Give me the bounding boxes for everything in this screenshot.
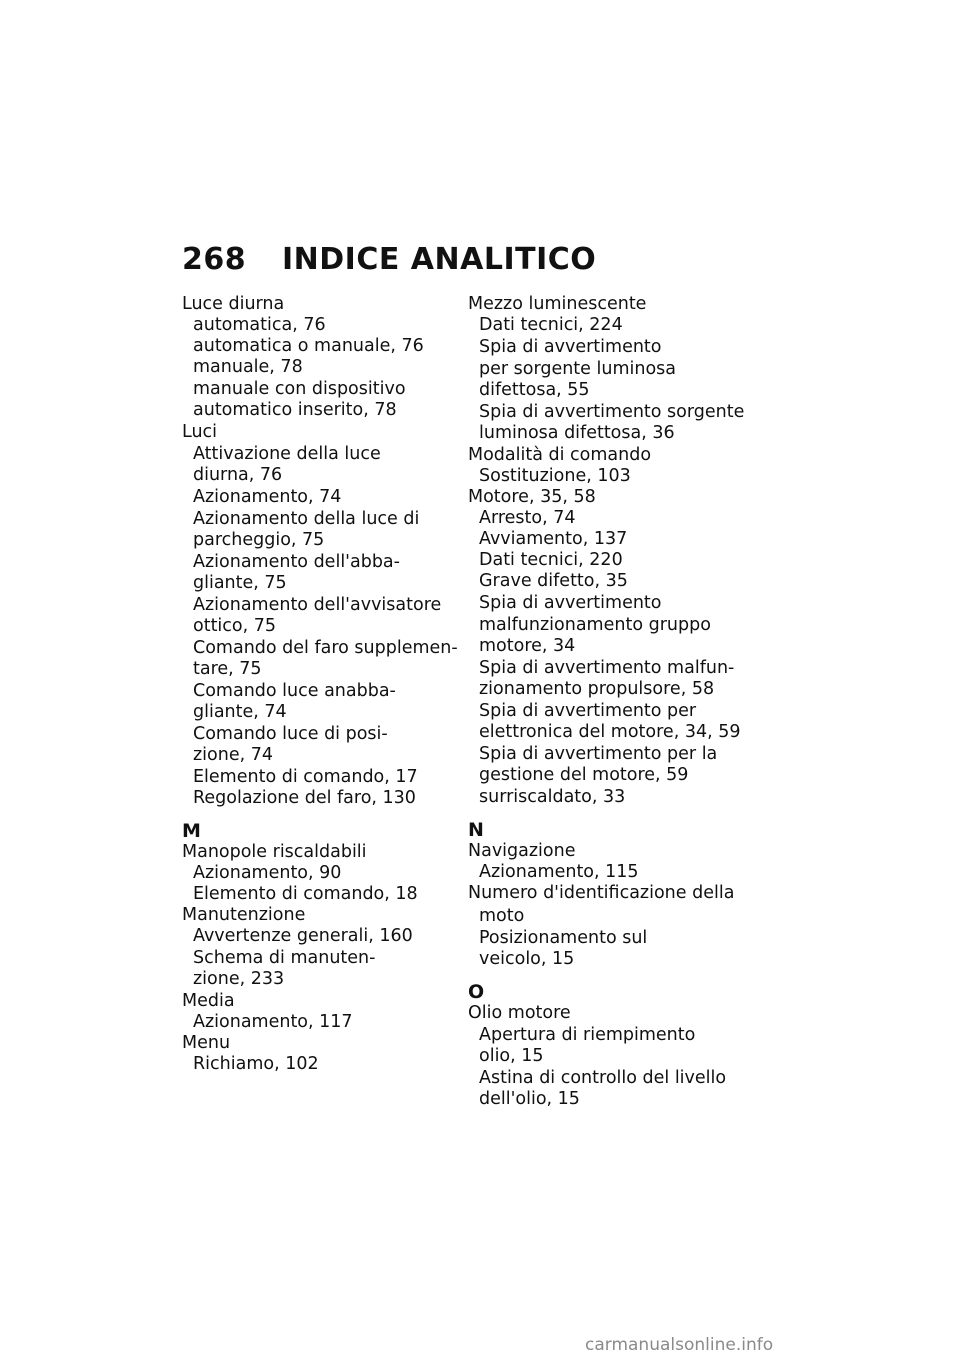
index-entry-wrap: moto — [479, 906, 525, 926]
index-subentry: ottico, 75 — [193, 616, 277, 636]
index-subentry: difettosa, 55 — [479, 380, 590, 400]
index-subentry: Azionamento, 115 — [479, 862, 639, 882]
page-header — [182, 240, 882, 280]
index-subentry: elettronica del motore, 34, 59 — [479, 722, 741, 742]
index-subentry: Spia di avvertimento — [479, 337, 662, 357]
index-entry: Manopole riscaldabili — [182, 842, 367, 862]
letter-heading: M — [182, 820, 201, 842]
index-subentry: Azionamento della luce di — [193, 509, 420, 529]
index-entry: Navigazione — [468, 841, 576, 861]
index-subentry: gestione del motore, 59 — [479, 765, 689, 785]
index-subentry: automatico inserito, 78 — [193, 400, 397, 420]
index-subentry: diurna, 76 — [193, 465, 283, 485]
index-subentry: luminosa difettosa, 36 — [479, 423, 675, 443]
index-subentry: gliante, 74 — [193, 702, 287, 722]
index-subentry: Grave difetto, 35 — [479, 571, 628, 591]
index-subentry: Azionamento dell'avvisatore — [193, 595, 442, 615]
index-subentry: Richiamo, 102 — [193, 1054, 319, 1074]
index-subentry: Elemento di comando, 18 — [193, 884, 418, 904]
index-subentry: tare, 75 — [193, 659, 262, 679]
index-subentry: Attivazione della luce — [193, 444, 381, 464]
index-subentry: automatica o manuale, 76 — [193, 336, 424, 356]
index-subentry: motore, 34 — [479, 636, 576, 656]
index-subentry: Comando del faro supplemen- — [193, 638, 458, 658]
index-subentry: zione, 74 — [193, 745, 274, 765]
index-subentry: Spia di avvertimento per la — [479, 744, 718, 764]
index-entry: Luci — [182, 422, 218, 442]
index-subentry: zione, 233 — [193, 969, 285, 989]
index-subentry: veicolo, 15 — [479, 949, 575, 969]
index-subentry: Elemento di comando, 17 — [193, 767, 418, 787]
page-number: 268 — [182, 242, 247, 277]
index-subentry: Azionamento, 90 — [193, 863, 342, 883]
index-subentry: Avviamento, 137 — [479, 529, 628, 549]
index-subentry: Dati tecnici, 224 — [479, 315, 623, 335]
index-subentry: Dati tecnici, 220 — [479, 550, 623, 570]
index-subentry: olio, 15 — [479, 1046, 544, 1066]
index-subentry: per sorgente luminosa — [479, 359, 677, 379]
index-subentry: dell'olio, 15 — [479, 1089, 580, 1109]
index-subentry: Posizionamento sul — [479, 928, 648, 948]
index-subentry: Spia di avvertimento sorgente — [479, 402, 745, 422]
index-subentry: Apertura di riempimento — [479, 1025, 696, 1045]
index-subentry: Spia di avvertimento — [479, 593, 662, 613]
index-subentry: malfunzionamento gruppo — [479, 615, 711, 635]
index-column-left — [182, 294, 458, 1075]
index-subentry: Spia di avvertimento per — [479, 701, 697, 721]
index-entry: Menu — [182, 1033, 231, 1053]
index-subentry: surriscaldato, 33 — [479, 787, 626, 807]
index-subentry: Comando luce anabba- — [193, 681, 396, 701]
index-entry: Motore, 35, 58 — [468, 487, 596, 507]
index-subentry: Comando luce di posi- — [193, 724, 388, 744]
index-subentry: Regolazione del faro, 130 — [193, 788, 416, 808]
index-subentry: parcheggio, 75 — [193, 530, 325, 550]
letter-heading: O — [468, 981, 485, 1003]
index-subentry: manuale, 78 — [193, 357, 303, 377]
index-entry: Media — [182, 991, 235, 1011]
index-subentry: gliante, 75 — [193, 573, 287, 593]
index-subentry: automatica, 76 — [193, 315, 326, 335]
index-subentry: Azionamento, 117 — [193, 1012, 353, 1032]
index-entry: Modalità di comando — [468, 445, 652, 465]
index-subentry: Spia di avvertimento malfun- — [479, 658, 735, 678]
index-subentry: manuale con dispositivo — [193, 379, 406, 399]
watermark: carmanualsonline.info — [585, 1335, 774, 1355]
index-entry: Manutenzione — [182, 905, 306, 925]
index-entry: Luce diurna — [182, 294, 285, 314]
index-subentry: Astina di controllo del livello — [479, 1068, 727, 1088]
index-subentry: Schema di manuten- — [193, 948, 376, 968]
index-subentry: Avvertenze generali, 160 — [193, 926, 413, 946]
index-column-right — [468, 294, 768, 1111]
index-subentry: Azionamento dell'abba- — [193, 552, 400, 572]
index-entry: Mezzo luminescente — [468, 294, 647, 314]
index-subentry: Azionamento, 74 — [193, 487, 342, 507]
letter-heading: N — [468, 819, 484, 841]
index-subentry: Arresto, 74 — [479, 508, 576, 528]
index-entry: Olio motore — [468, 1003, 571, 1023]
index-subentry: zionamento propulsore, 58 — [479, 679, 715, 699]
index-subentry: Sostituzione, 103 — [479, 466, 631, 486]
index-entry: Numero d'identificazione della — [468, 883, 735, 903]
page-title: INDICE ANALITICO — [282, 242, 597, 277]
